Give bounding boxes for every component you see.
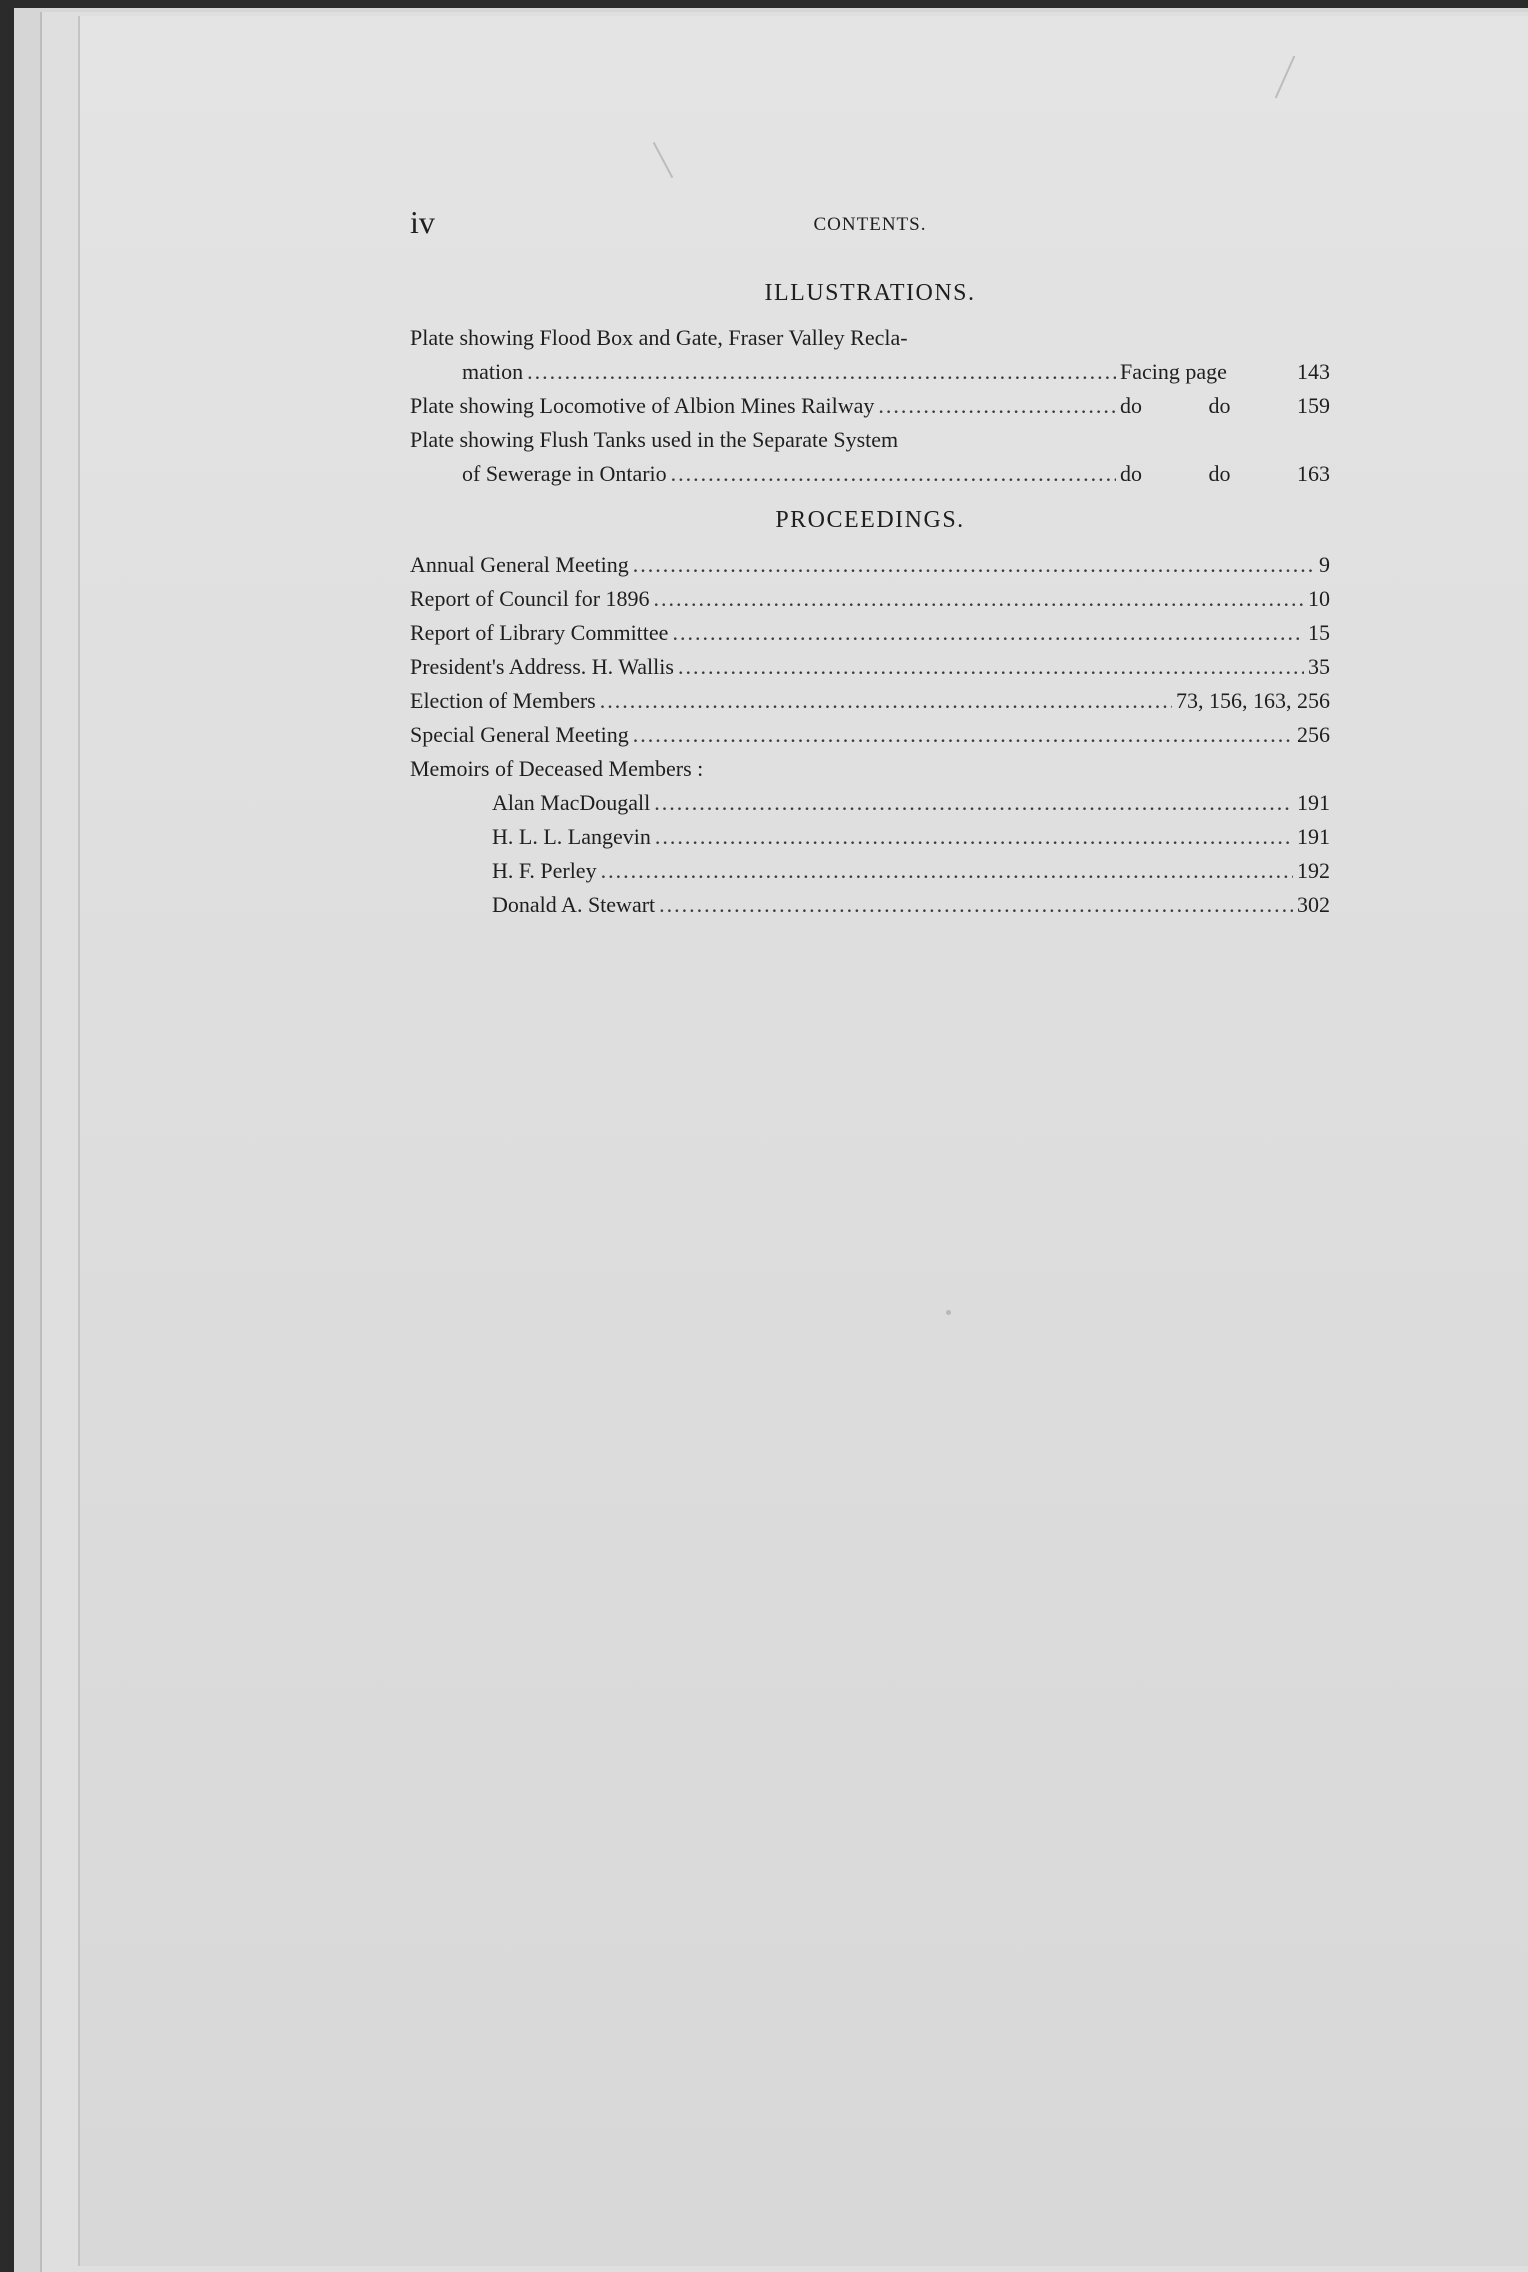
paper-speck: [946, 1310, 951, 1315]
memoir-name: Donald A. Stewart: [492, 892, 656, 917]
memoir-entry: [410, 786, 1330, 820]
page-value: 191: [1297, 790, 1330, 815]
facing-page-label: Facing page: [1120, 359, 1227, 384]
illustration-label: Plate showing Locomotive of Albion Mines Railway: [410, 393, 875, 418]
dot-leader: [659, 888, 1293, 922]
illustrations-list: [410, 321, 1330, 491]
page-value: 302: [1297, 892, 1330, 917]
page-header: [410, 204, 1330, 264]
dot-leader: [671, 457, 1116, 491]
dot-leader: [678, 650, 1304, 684]
page-value: 256: [1297, 722, 1330, 747]
memoir-entry: [410, 888, 1330, 922]
page-value: 9: [1319, 552, 1330, 577]
dot-leader: [655, 820, 1293, 854]
running-head: CONTENTS.: [813, 214, 927, 235]
ditto-label: do: [1208, 461, 1231, 486]
illustrations-title: ILLUSTRATIONS.: [764, 280, 976, 306]
dot-leader: [878, 389, 1116, 423]
ditto-label: do: [1120, 393, 1142, 418]
contents-block: [410, 204, 1330, 922]
proceedings-entry: [410, 616, 1330, 650]
proceedings-entry: [410, 548, 1330, 582]
proceedings-entry: [410, 718, 1330, 752]
illustration-label: of Sewerage in Ontario: [462, 461, 667, 486]
paper-scratch: [653, 142, 674, 178]
dot-leader: [633, 718, 1293, 752]
dot-leader: [654, 786, 1293, 820]
illustration-line: Plate showing Flood Box and Gate, Fraser Valley Recla-: [410, 325, 908, 350]
ditto-label: do: [1208, 393, 1231, 418]
page-value: 191: [1297, 824, 1330, 849]
memoir-name: H. F. Perley: [492, 858, 597, 883]
page-number: iv: [410, 204, 435, 240]
dot-leader: [654, 582, 1304, 616]
memoirs-heading: Memoirs of Deceased Members :: [410, 756, 704, 781]
page-value: 159: [1297, 393, 1330, 418]
page-value: 192: [1297, 858, 1330, 883]
dot-leader: [672, 616, 1304, 650]
illustration-page-ref: [1120, 457, 1330, 491]
illustration-entry: [410, 389, 1330, 423]
illustration-page-ref: [1120, 389, 1330, 423]
proceedings-entry: [410, 684, 1330, 718]
dot-leader: [601, 854, 1293, 888]
entry-label: Special General Meeting: [410, 722, 629, 747]
entry-label: Report of Council for 1896: [410, 586, 650, 611]
dot-leader: [600, 684, 1172, 718]
proceedings-entry: [410, 582, 1330, 616]
entry-label: Annual General Meeting: [410, 552, 629, 577]
entry-label: President's Address. H. Wallis: [410, 654, 674, 679]
proceedings-title: PROCEEDINGS.: [775, 507, 965, 533]
memoir-entry: [410, 854, 1330, 888]
entry-label: Election of Members: [410, 688, 596, 713]
illustration-label: mation: [462, 359, 524, 384]
illustration-entry: [410, 355, 1330, 389]
entry-label: Report of Library Committee: [410, 620, 669, 645]
memoir-name: H. L. L. Langevin: [492, 824, 651, 849]
page-value: 143: [1297, 359, 1330, 384]
page-value: 35: [1308, 654, 1330, 679]
page-value: 15: [1308, 620, 1330, 645]
ditto-label: do: [1120, 461, 1142, 486]
page-value: 10: [1308, 586, 1330, 611]
illustration-line: Plate showing Flush Tanks used in the Separate System: [410, 427, 899, 452]
page-value: 73, 156, 163, 256: [1176, 688, 1330, 713]
proceedings-list: [410, 548, 1330, 922]
paper-scratch: [1275, 56, 1296, 99]
illustration-entry: [410, 457, 1330, 491]
proceedings-entry: [410, 650, 1330, 684]
memoir-entry: [410, 820, 1330, 854]
page-value: 163: [1297, 461, 1330, 486]
dot-leader: [527, 355, 1116, 389]
memoir-name: Alan MacDougall: [492, 790, 651, 815]
dot-leader: [633, 548, 1315, 582]
illustration-page-ref: [1120, 355, 1330, 389]
